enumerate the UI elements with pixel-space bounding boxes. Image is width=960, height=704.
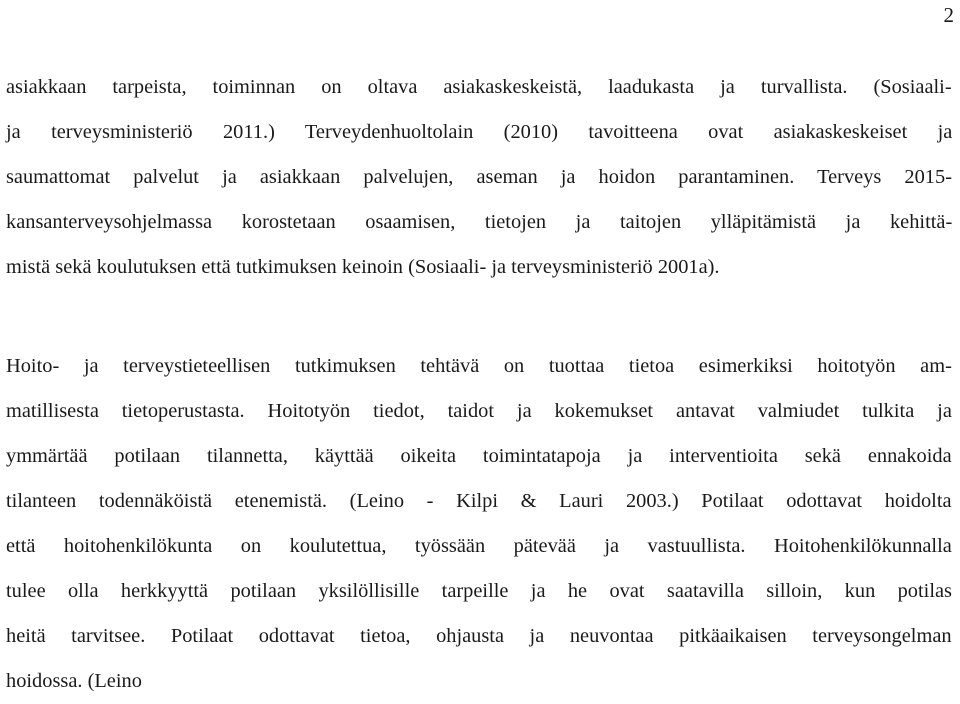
text-line: kansanterveysohjelmassa korostetaan osaamisen, tietojen ja taitojen ylläpitämistä ja kehittä- [6,211,953,233]
page-number: 2 [943,3,954,27]
text-line: matillisesta tietoperustasta. Hoitotyön tiedot, taidot ja kokemukset antavat valmiudet tulkita ja [6,400,952,422]
text-line: ja terveysministeriö 2011.) Terveydenhuoltolain (2010) tavoitteena ovat asiakaskeskeiset ja [6,121,953,143]
text-line: että hoitohenkilökunta on koulutettua, työssään pätevää ja vastuullista. Hoitohenkilökunnalla [6,535,952,557]
paragraph-1 [6,65,952,290]
text-line: tilanteen todennäköistä etenemistä. (Leino - Kilpi & Lauri 2003.) Potilaat odottavat hoidolta [6,490,952,512]
paragraph-2 [6,344,952,704]
text-line: hoidossa. (Leino [6,670,142,692]
text-line: heitä tarvitsee. Potilaat odottavat tietoa, ohjausta ja neuvontaa pitkäaikaisen terveysongelman [6,625,952,647]
text-line: ymmärtää potilaan tilannetta, käyttää oikeita toimintatapoja ja interventioita sekä ennakoida [6,445,952,467]
text-line: saumattomat palvelut ja asiakkaan palvelujen, aseman ja hoidon parantaminen. Terveys 2015- [6,166,952,188]
text-line: asiakkaan tarpeista, toiminnan on oltava asiakaskeskeistä, laadukasta ja turvallista. (Sosiaali- [6,76,952,98]
text-line: Hoito- ja terveystieteellisen tutkimuksen tehtävä on tuottaa tietoa esimerkiksi hoitotyön am- [6,355,952,377]
text-line: tulee olla herkkyyttä potilaan yksilöllisille tarpeille ja he ovat saatavilla silloin, kun potilas [6,580,952,602]
text-line: mistä sekä koulutuksen että tutkimuksen keinoin (Sosiaali- ja terveysministeriö 2001a). [6,256,720,278]
